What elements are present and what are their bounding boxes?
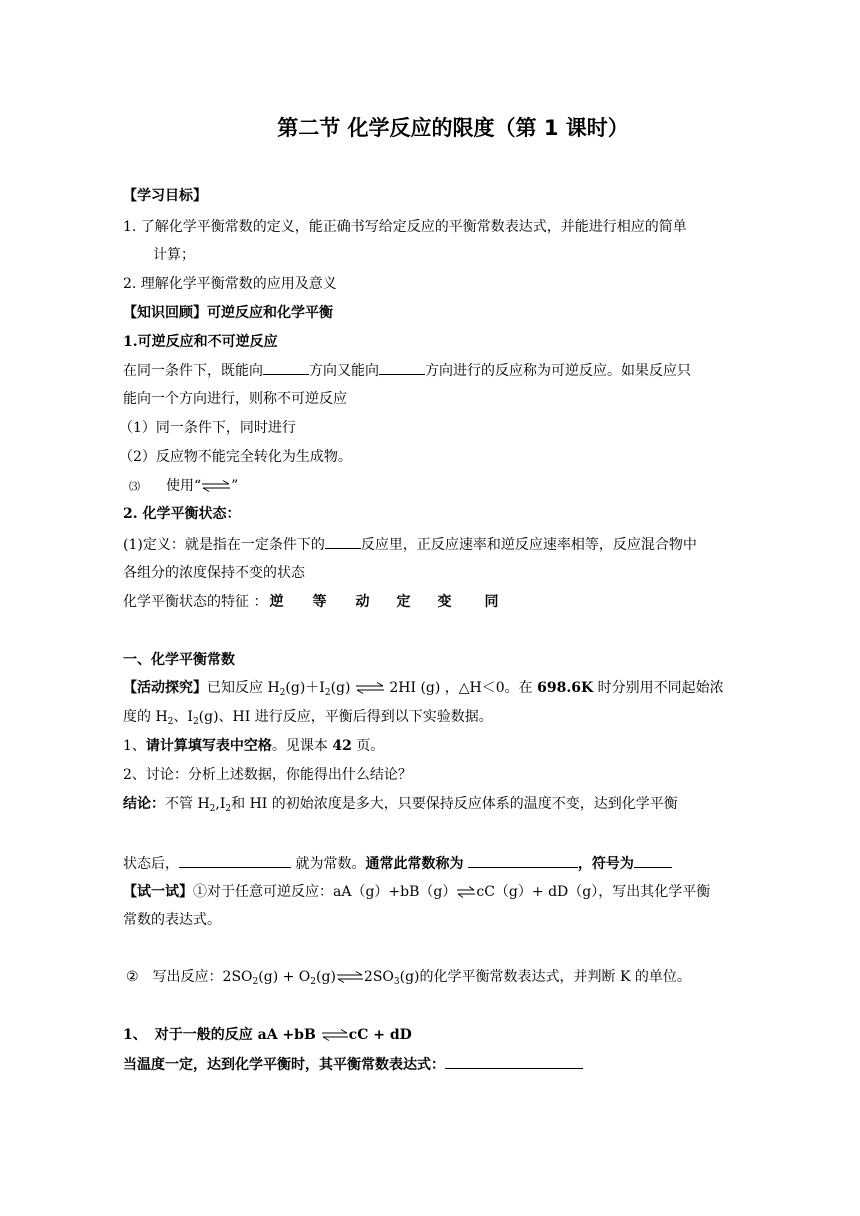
text-segment: 方向进行的反应称为可逆反应。如果反应只 <box>425 363 691 379</box>
question-2: 2、讨论：分析上述数据，你能得出什么结论？ <box>123 767 412 783</box>
equilibrium-arrow-icon <box>321 1029 349 1041</box>
text-segment: cC + dD <box>348 1027 412 1043</box>
features-label: 化学平衡状态的特征 ： <box>123 594 268 610</box>
fill-blank[interactable] <box>263 360 309 375</box>
conclusion-label: 结论： <box>123 796 165 812</box>
page-number: 42 <box>332 738 352 754</box>
text-segment: 页。 <box>356 738 385 754</box>
try-line-2: 常数的表达式。 <box>123 912 221 928</box>
review-subheading-2: 2. 化学平衡状态： <box>123 506 241 522</box>
subscript: 2 <box>252 977 259 987</box>
feature-word: 动 <box>355 594 370 610</box>
feature-word: 同 <box>484 594 499 610</box>
try-line-3 <box>126 967 691 987</box>
review-subheading-1: 1.可逆反应和不可逆反应 <box>123 334 278 350</box>
text-segment: (g) <box>316 969 336 985</box>
fill-blank[interactable] <box>445 1054 583 1069</box>
reversible-definition-cont: 能向一个方向进行，则称不可逆反应 <box>123 391 347 407</box>
text-segment: 和 HI 的初始浓度是多大，只要保持反应体系的温度不变，达到化学平衡 <box>231 796 678 812</box>
text-segment: 对于一般的反应 aA +bB <box>154 1027 316 1043</box>
text-segment: (g) <box>330 680 351 696</box>
text-segment: 。见课本 <box>271 738 328 754</box>
subscript: 2 <box>225 804 232 814</box>
subscript: 2 <box>310 977 317 987</box>
text-segment: ，符号为 <box>577 856 634 872</box>
text-segment: (g)＋I <box>285 680 325 696</box>
text-segment: 2SO <box>363 969 394 985</box>
text-segment: 已知反应 H <box>207 680 280 696</box>
feature-2: （2）反应物不能完全转化为生成物。 <box>119 449 352 465</box>
general-reaction-line <box>123 1025 412 1045</box>
text-segment: 方向又能向 <box>309 363 379 379</box>
item-marker: ⑶ <box>129 480 140 493</box>
equilibrium-features <box>123 592 498 612</box>
page-title: 第二节 化学反应的限度（第 1 课时） <box>277 116 629 140</box>
equilibrium-arrow-icon <box>336 971 364 983</box>
subscript: 2 <box>167 717 174 727</box>
text-segment: ” <box>231 478 239 494</box>
expression-line <box>123 1054 583 1075</box>
equilibrium-arrow-icon <box>355 682 385 694</box>
section-heading: 一、化学平衡常数 <box>123 652 235 668</box>
activity-label: 【活动探究】 <box>123 680 207 696</box>
text-segment: 使用“ <box>166 478 202 494</box>
subscript: 2 <box>192 717 199 727</box>
text-segment: (g) + O <box>258 969 311 985</box>
fill-blank[interactable] <box>179 853 291 868</box>
subscript: 2 <box>324 688 331 698</box>
fill-blank[interactable] <box>379 360 425 375</box>
text-segment: ①对于任意可逆反应：aA（g）+bB（g） <box>193 884 457 900</box>
text-segment: (g)、HI 进行反应，平衡后得到以下实验数据。 <box>198 709 493 725</box>
text-segment: 1、 <box>123 1027 147 1043</box>
text-segment: 1、 <box>123 738 146 754</box>
subscript: 3 <box>393 977 400 987</box>
goal-item-2: 2. 理解化学平衡常数的应用及意义 <box>123 276 337 292</box>
feature-word: 变 <box>437 594 452 610</box>
activity-line-1 <box>123 678 724 698</box>
item-marker: ② <box>126 969 139 985</box>
reversible-definition <box>123 360 691 381</box>
text-segment: 通常此常数称为 <box>365 856 464 872</box>
text-segment: 当温度一定，达到化学平衡时，其平衡常数表达式： <box>123 1057 445 1073</box>
text-segment: 、I <box>173 709 193 725</box>
goal-item-1: 1. 了解化学平衡常数的定义，能正确书写给定反应的平衡常数表达式，并能进行相应的简单 <box>123 219 687 235</box>
text-segment: 度的 H <box>123 709 168 725</box>
feature-word: 等 <box>312 594 327 610</box>
equilibrium-definition <box>123 534 697 555</box>
constant-line <box>123 853 672 874</box>
try-line-1 <box>123 882 710 902</box>
equilibrium-arrow-icon <box>456 886 476 898</box>
question-1 <box>123 736 384 756</box>
subscript: 2 <box>209 804 216 814</box>
text-segment: (1)定义：就是指在一定条件下的 <box>123 537 325 553</box>
review-heading: 【知识回顾】可逆反应和化学平衡 <box>123 305 333 321</box>
text-segment: ,I <box>215 796 226 812</box>
text-segment: 就为常数。 <box>295 856 366 872</box>
subscript: 2 <box>279 688 286 698</box>
text-segment: 反应里，正反应速率和逆反应速率相等，反应混合物中 <box>360 537 697 553</box>
activity-line-2 <box>123 707 493 727</box>
text-segment: cC（g）+ dD（g），写出其化学平衡 <box>476 884 711 900</box>
text-segment: 不管 H <box>165 796 210 812</box>
text-segment: 2HI (g) ，△H＜0。在 <box>389 680 533 696</box>
text-segment: 在同一条件下，既能向 <box>123 363 263 379</box>
text-segment: 写出反应：2SO <box>152 969 253 985</box>
text-segment: 时分别用不同起始浓 <box>597 680 724 696</box>
equilibrium-definition-cont: 各组分的浓度保持不变的状态 <box>123 565 305 581</box>
temperature-value: 698.6K <box>537 680 594 696</box>
feature-word: 定 <box>396 594 411 610</box>
try-label: 【试一试】 <box>123 884 193 900</box>
fill-blank[interactable] <box>468 853 578 868</box>
text-segment: 状态后， <box>123 856 179 872</box>
text-segment: (g)的化学平衡常数表达式，并判断 K 的单位。 <box>399 969 691 985</box>
text-segment: 请计算填写表中空格 <box>145 738 272 754</box>
feature-1: （1）同一条件下，同时进行 <box>119 420 296 436</box>
goals-heading: 【学习目标】 <box>123 188 207 204</box>
fill-blank[interactable] <box>634 853 672 868</box>
equilibrium-arrow-icon <box>201 480 231 492</box>
goal-item-1-cont: 计算； <box>153 247 195 263</box>
feature-word: 逆 <box>269 594 284 610</box>
feature-3 <box>129 476 238 497</box>
conclusion-line <box>123 794 678 814</box>
fill-blank[interactable] <box>325 534 361 549</box>
